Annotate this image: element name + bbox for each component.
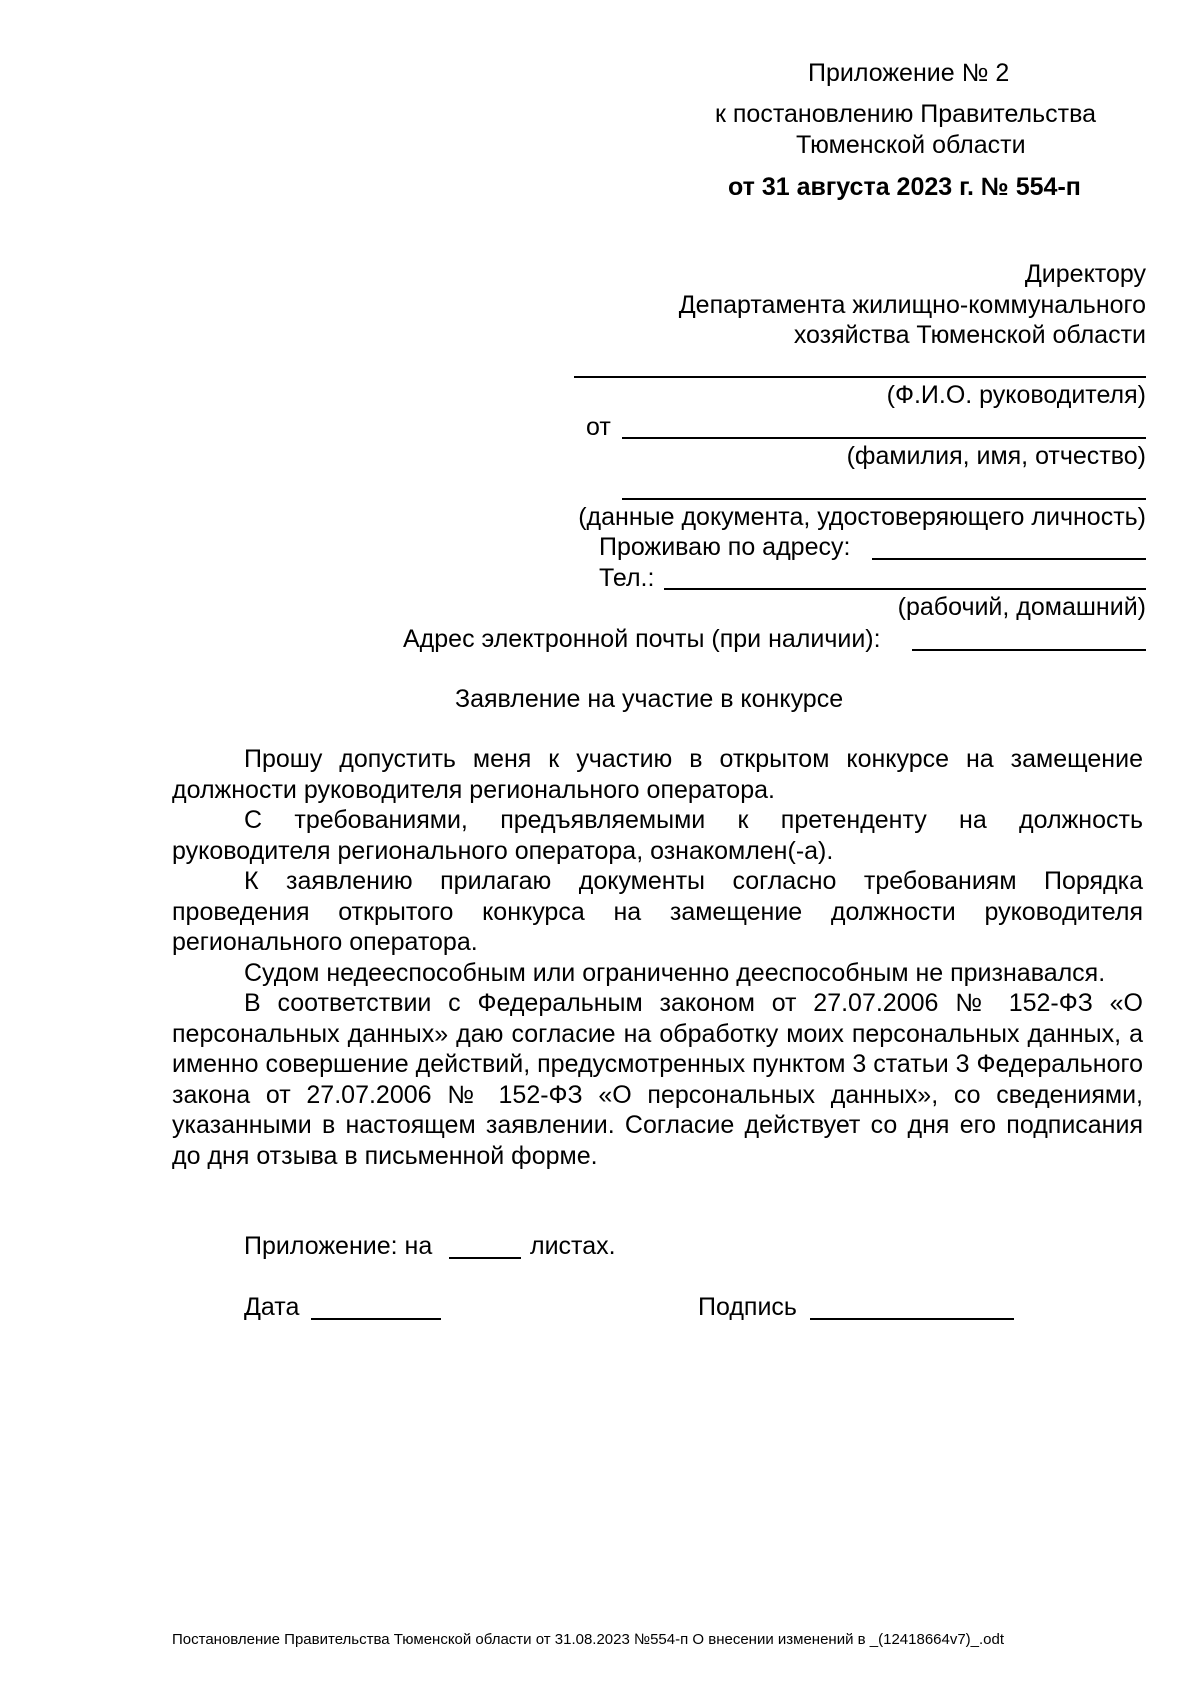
- addressee-line-2: Департамента жилищно-коммунального: [678, 291, 1146, 319]
- resolution-caption: к постановлению Правительства: [715, 100, 1097, 128]
- addressee-line-1: Директору: [1024, 260, 1146, 288]
- resolution-reference: от 31 августа 2023 г. № 554-п: [728, 173, 1081, 201]
- signature-label: Подпись: [698, 1293, 797, 1321]
- document-title: Заявление на участие в конкурсе: [455, 685, 844, 713]
- fio-hint: (фамилия, имя, отчество): [846, 442, 1146, 470]
- phone-label: Тел.:: [599, 564, 655, 592]
- paragraph-3: К заявлению прилагаю документы согласно требованиям Порядка проведения открытого конкурса на замещение должности руководителя регионального оператора.: [172, 867, 1143, 956]
- head-name-hint: (Ф.И.О. руководителя): [886, 381, 1146, 409]
- paragraph-4: Судом недееспособным или ограниченно дееспособным не признавался.: [244, 958, 1106, 987]
- date-field[interactable]: [311, 1318, 441, 1320]
- body-text: [172, 744, 1143, 1171]
- attachment-suffix: листах.: [530, 1232, 616, 1260]
- date-label: Дата: [244, 1293, 300, 1321]
- address-field[interactable]: [872, 558, 1146, 560]
- address-label: Проживаю по адресу:: [599, 533, 851, 561]
- head-name-field[interactable]: [574, 376, 1146, 378]
- id-document-hint: (данные документа, удостоверяющего личность): [578, 503, 1146, 531]
- addressee-line-3: хозяйства Тюменской области: [793, 321, 1146, 349]
- id-document-field[interactable]: [622, 498, 1146, 500]
- email-field[interactable]: [912, 649, 1146, 651]
- phone-hint: (рабочий, домашний): [897, 593, 1146, 621]
- signature-field[interactable]: [810, 1318, 1014, 1320]
- phone-field[interactable]: [664, 588, 1146, 590]
- email-label: Адрес электронной почты (при наличии):: [403, 625, 881, 653]
- region-caption: Тюменской области: [796, 131, 1026, 159]
- appendix-number: Приложение № 2: [808, 59, 1010, 87]
- paragraph-2: С требованиями, предъявляемыми к претенденту на должность руководителя регионального оператора, ознакомлен(-а).: [172, 806, 1143, 865]
- from-label: от: [586, 413, 611, 441]
- paragraph-1: Прошу допустить меня к участию в открытом конкурсе на замещение должности руководителя регионального оператора.: [172, 745, 1143, 804]
- applicant-fio-field[interactable]: [622, 437, 1146, 439]
- attachment-prefix: Приложение: на: [244, 1232, 433, 1260]
- attachment-pages-field[interactable]: [449, 1257, 521, 1259]
- paragraph-5: В соответствии с Федеральным законом от 27.07.2006 № 152-ФЗ «О персональных данных» даю согласие на обработку моих персональных данных, а именно совершение действий, предусмотренных пунктом 3 статьи 3 Федерального закона от 27.07.2006 № 152-ФЗ «О персональных данных», со сведениями, указанными в настоящем заявлении. Согласие действует со дня его подписания до дня отзыва в письменной форме.: [172, 989, 1143, 1170]
- footer-filename: Постановление Правительства Тюменской области от 31.08.2023 №554-п О внесении изменений в _(12418664v7)_.odt: [172, 1631, 1005, 1648]
